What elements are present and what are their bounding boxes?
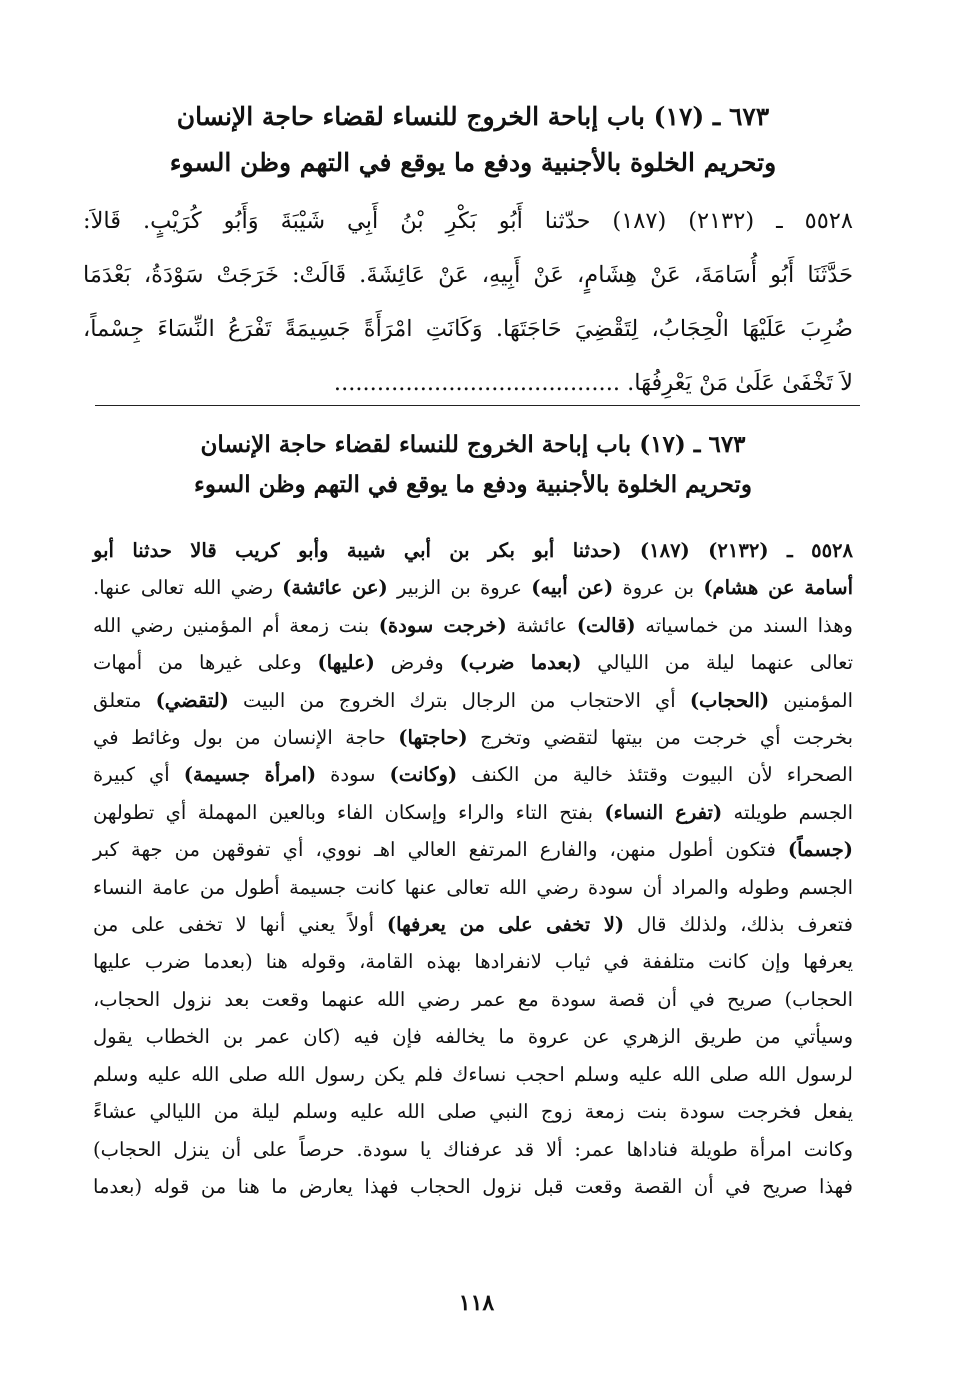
commentary-line: أسامة عن هشام) بن عروة (عن أبيه) عروة بن الزبير (عن عائشة) رضي الله تعالى عنها. — [93, 576, 853, 600]
chapter-heading-top — [93, 94, 853, 186]
commentary-line: يعرفها وإن كانت متلففة في ثياب لانفرادها بهذه القامة، وقوله هنا (بعدما ضرب عليها — [93, 950, 853, 974]
commentary-line: وهذا السند من خماسياته (قالت) عائشة (خرجت سودة) بنت زمعة أم المؤمنين رضي الله — [93, 613, 853, 637]
commentary-line: (جسماً) فتكون أطول منهن، والفارع المرتفع العالي اهـ نووي، أي تفوقهن من جهة كبر — [93, 838, 853, 862]
heading-line-1: ٦٧٣ ـ (١٧) باب إباحة الخروج للنساء لقضاء حاجة الإنسان — [176, 102, 770, 131]
commentary-line: فهذا صريح في أن القصة وقعت قبل نزول الحجاب فهذا يعارض ما هنا من قوله (بعدما — [93, 1174, 853, 1198]
hadith-line: لاَ تَخْفَىٰ عَلَىٰ مَنْ يَعْرِفُهَا. ........................................ — [333, 370, 853, 396]
commentary-line: وكانت امرأة طويلة فناداها عمر: ألا قد عرفناك يا سودة. حرصاً على أن ينزل الحجاب) — [93, 1137, 853, 1161]
commentary-line: وسيأتي من طريق الزهري عن عروة ما يخالفه فإن فيه (كان عمر بن الخطاب يقول — [93, 1025, 853, 1049]
heading-line-2: وتحريم الخلوة بالأجنبية ودفع ما يوقع في التهم وظن السوء — [169, 148, 777, 177]
commentary-text — [93, 532, 853, 1205]
heading-line-2: وتحريم الخلوة بالأجنبية ودفع ما يوقع في التهم وظن السوء — [194, 471, 752, 498]
commentary-line: الجسم وطوله والمراد أن سودة رضي الله تعالى عنها كانت جسيمة أطول من عامة النساء — [93, 875, 853, 899]
hadith-line: ضُرِبَ عَلَيْهَا الْحِجَابُ، لِتَقْضِيَ حَاجَتَهَا. وَكَانَتِ امْرَأَةً جَسِيمَةً تَفْرَعُ النِّسَاءَ جِسْماً، — [83, 316, 853, 342]
commentary-line: لرسول الله صلى الله عليه وسلم احجب نساءك فلم يكن رسول الله صلى الله عليه وسلم — [93, 1062, 853, 1086]
commentary-line: ٥٥٢٨ ـ (٢١٣٢) (١٨٧) (حدثنا أبو بكر بن أبي شيبة وأبو كريب قالا حدثنا أبو — [93, 539, 853, 562]
commentary-line: الحجاب) صريح في أن قصة سودة مع عمر رضي الله عنهما وقعت بعد نزول الحجاب، — [93, 987, 853, 1011]
page-number: ١١٨ — [458, 1290, 495, 1316]
chapter-heading-commentary — [93, 425, 853, 505]
section-divider — [95, 405, 860, 406]
commentary-line: بخرجت أي خرجت من بيتها لتقضي وتخرج (حاجتها) حاجة الإنسان من بول وغائط في — [93, 726, 853, 750]
commentary-line: الجسم طويلته (تفرع النساء) بفتح التاء والراء وإسكان الفاء وبالعين المهملة أي تطولهن — [93, 800, 853, 824]
commentary-line: المؤمنين (الحجاب) أي الاحتجاب من الرجال بترك الخروج من البيت (لتقضي) متعلق — [93, 688, 853, 712]
commentary-line: تعالى عنهما ليلة من الليالي (بعدما ضرب) وفرض (عليها) وعلى غيرها من أمهات — [93, 651, 854, 675]
hadith-line: ٥٥٢٨ ـ (٢١٣٢) (١٨٧) حدّثنا أَبُو بَكْرِ بْنُ أَبِي شَيْبَةَ وَأَبُو كُرَيْبٍ. قَالاَ: — [83, 208, 853, 234]
hadith-text — [83, 194, 853, 410]
commentary-line: الصحراء لأن البيوت وقتئذ خالية من الكنف (وكانت) سودة (امرأة جسيمة) أي كبيرة — [93, 763, 854, 787]
hadith-line: حَدَّثَنَا أَبُو أُسَامَةَ، عَنْ هِشَامٍ، عَنْ أَبِيهِ، عَنْ عَائِشَةَ. قَالَتْ: خَرَجَتْ سَوْدَةُ، بَعْدَمَا — [83, 262, 853, 288]
commentary-line: يفعل فخرجت سودة بنت زمعة زوج النبي صلى الله عليه وسلم ليلة من الليالي عشاءً — [93, 1100, 853, 1124]
commentary-line: فتعرف بذلك، ولذلك قال (لا تخفى على من يعرفها) أولاً يعني أنها لا تخفى على من — [93, 913, 853, 937]
heading-line-1: ٦٧٣ ـ (١٧) باب إباحة الخروج للنساء لقضاء حاجة الإنسان — [200, 431, 746, 458]
